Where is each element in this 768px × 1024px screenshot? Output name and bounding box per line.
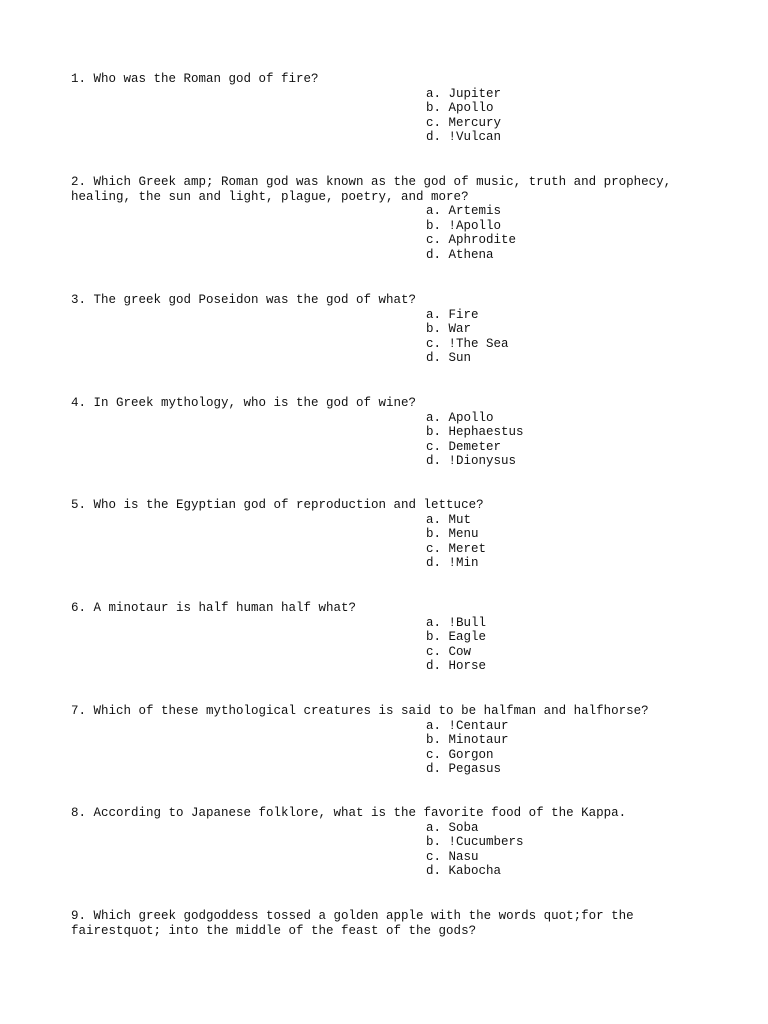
- option-b: b. !Cucumbers: [426, 835, 524, 850]
- option-b: b. Apollo: [426, 101, 494, 116]
- option-a: a. Jupiter: [426, 86, 502, 101]
- option-d: d. Athena: [426, 247, 494, 262]
- option-c: c. Aphrodite: [426, 233, 517, 248]
- question-text: 1. Who was the Roman god of fire?: [71, 72, 319, 86]
- option-b: b. War: [426, 322, 472, 337]
- question-text: 8. According to Japanese folklore, what is the favorite food of the Kappa.: [71, 806, 627, 820]
- question-3: [71, 293, 701, 366]
- question-8: [71, 806, 701, 879]
- answer-options: [71, 308, 701, 366]
- option-d: d. !Dionysus: [426, 454, 517, 469]
- question-text: 4. In Greek mythology, who is the god of wine?: [71, 396, 417, 410]
- answer-options: [71, 513, 701, 571]
- question-text: 9. Which greek godgoddess tossed a golden apple with the words quot;for the fairestquot; into the middle of the feast of the gods?: [71, 909, 642, 938]
- option-a: a. Soba: [426, 820, 479, 835]
- question-text: 6. A minotaur is half human half what?: [71, 601, 357, 615]
- option-c: c. Mercury: [426, 115, 502, 130]
- option-d: d. Sun: [426, 351, 472, 366]
- option-d: d. Pegasus: [426, 762, 502, 777]
- answer-options: [71, 204, 701, 262]
- option-a: a. !Centaur: [426, 718, 509, 733]
- option-c: c. Demeter: [426, 439, 502, 454]
- question-7: [71, 704, 701, 777]
- question-text: 2. Which Greek amp; Roman god was known as the god of music, truth and prophecy, healing, the sun and light, plague, poetry, and more?: [71, 175, 679, 204]
- option-a: a. Fire: [426, 307, 479, 322]
- option-d: d. Horse: [426, 659, 487, 674]
- option-c: c. Cow: [426, 644, 472, 659]
- question-2: [71, 175, 701, 263]
- option-d: d. !Min: [426, 556, 479, 571]
- answer-options: [71, 616, 701, 674]
- answer-options: [71, 719, 701, 777]
- question-text: 3. The greek god Poseidon was the god of what?: [71, 293, 417, 307]
- question-4: [71, 396, 701, 469]
- option-d: d. !Vulcan: [426, 130, 502, 145]
- option-b: b. Eagle: [426, 630, 487, 645]
- answer-options: [71, 87, 701, 145]
- option-b: b. !Apollo: [426, 218, 502, 233]
- option-c: c. Gorgon: [426, 747, 494, 762]
- question-1: [71, 72, 701, 145]
- option-a: a. !Bull: [426, 615, 487, 630]
- option-c: c. !The Sea: [426, 336, 509, 351]
- question-text: 7. Which of these mythological creatures is said to be halfman and halfhorse?: [71, 704, 649, 718]
- option-a: a. Artemis: [426, 204, 502, 219]
- option-d: d. Kabocha: [426, 864, 502, 879]
- option-b: b. Hephaestus: [426, 425, 524, 440]
- option-b: b. Minotaur: [426, 733, 509, 748]
- answer-options: [71, 411, 701, 469]
- question-5: [71, 498, 701, 571]
- answer-options: [71, 821, 701, 879]
- question-text: 5. Who is the Egyptian god of reproduction and lettuce?: [71, 498, 484, 512]
- question-6: [71, 601, 701, 674]
- option-a: a. Apollo: [426, 410, 494, 425]
- option-c: c. Meret: [426, 541, 487, 556]
- question-9: [71, 909, 701, 938]
- option-a: a. Mut: [426, 512, 472, 527]
- option-b: b. Menu: [426, 527, 479, 542]
- option-c: c. Nasu: [426, 849, 479, 864]
